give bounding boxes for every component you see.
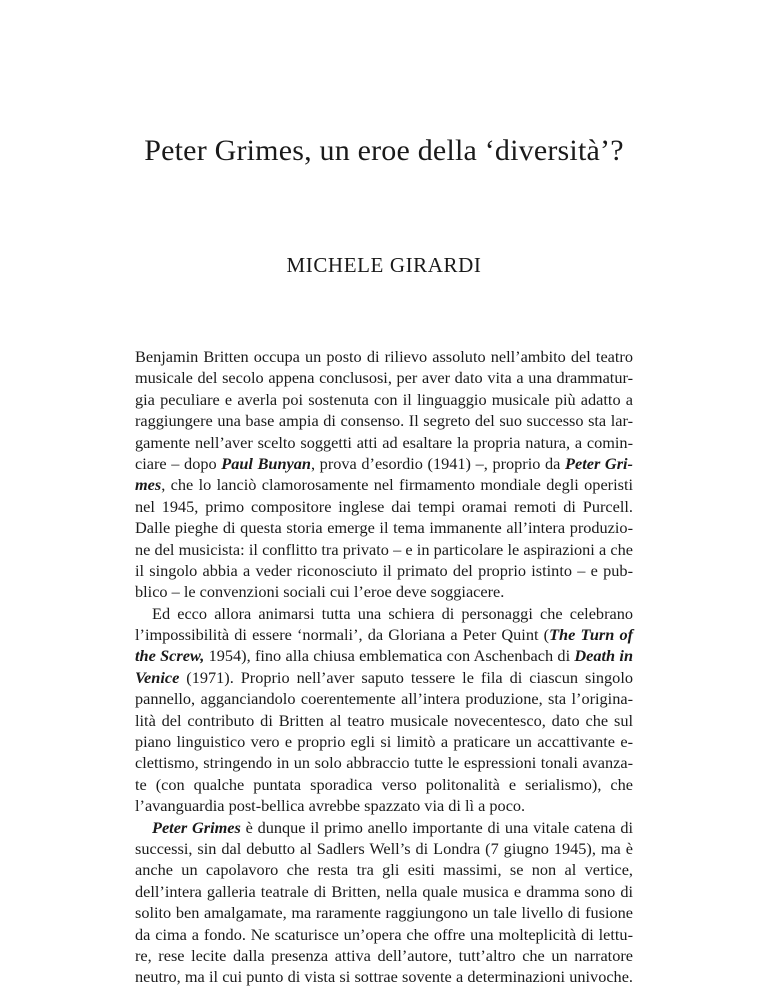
- text-run: l’impossibilità di essere ‘normali’, da Gloriana a Peter Quint (: [135, 625, 550, 645]
- text-run: 1954), fino alla chiusa emblematica con Aschenbach di: [204, 646, 575, 666]
- text-line: [135, 453, 633, 474]
- article-body: [135, 346, 633, 988]
- author-name: MICHELE GIRARDI: [286, 253, 482, 277]
- text-line: il singolo abbia a veder riconosciuto il primato del proprio istinto – e pub-: [135, 560, 633, 580]
- text-run: è dunque il primo anello importante di una vitale catena di: [240, 817, 634, 837]
- text-line: gamente nell’aver scelto soggetti atti ad esaltare la propria natura, a comin-: [135, 432, 633, 452]
- text-line: successi, sin dal debutto al Sadlers Well’s di Londra (7 giugno 1945), ma è: [135, 838, 633, 858]
- text-line: [135, 817, 633, 838]
- text-line: clettismo, stringendo in un solo abbraccio tutte le espressioni tonali avanza-: [135, 753, 633, 773]
- text-line: lità del contributo di Britten al teatro musicale novecentesco, dato che sul: [135, 710, 633, 730]
- opera-title: Peter Grimes: [152, 817, 241, 837]
- text-line: [135, 645, 633, 666]
- text-line: piano linguistico vero e proprio egli si limitò a praticare un accattivante e-: [135, 732, 633, 752]
- text-line: gia peculiare e averla poi sostenuta con il linguaggio musicale più adatto a: [135, 389, 633, 409]
- text-line: nel 1945, primo compositore inglese dai tempi oramai remoti di Purcell.: [135, 496, 633, 516]
- text-line: ne del musicista: il conflitto tra privato – e in particolare le aspirazioni a che: [135, 539, 633, 559]
- text-line: Ed ecco allora animarsi tutta una schiera di personaggi che celebrano: [152, 603, 633, 623]
- text-line: te (con qualche puntata sporadica verso politonalità e serialismo), che: [135, 774, 633, 794]
- opera-title: Paul Bunyan: [221, 453, 311, 473]
- text-line: [135, 667, 633, 688]
- text-line: da cima a fondo. Ne scaturisce un’opera che offre una molteplicità di lettu-: [135, 924, 633, 944]
- text-line: [135, 624, 633, 645]
- text-line: Dalle pieghe di questa storia emerge il tema immanente all’intera produzio-: [135, 518, 633, 538]
- text-line: [135, 474, 633, 495]
- opera-title: Peter Gri-: [565, 453, 633, 473]
- opera-title: Death in: [574, 646, 633, 666]
- text-run: ciare – dopo: [135, 453, 222, 473]
- text-line: l’avanguardia post-bellica avrebbe spazzato via di lì a poco.: [135, 796, 526, 816]
- text-run: , prova d’esordio (1941) –, proprio da: [310, 453, 566, 473]
- text-line: Benjamin Britten occupa un posto di rilievo assoluto nell’ambito del teatro: [135, 347, 633, 366]
- text-line: dell’intera galleria teatrale di Britten, nella quale musica e dramma sono di: [135, 881, 633, 901]
- opera-title: The Turn of: [549, 625, 634, 645]
- article-title: Peter Grimes, un eroe della ‘diversità’?: [144, 134, 624, 167]
- text-run: , che lo lanciò clamorosamente nel firmamento mondiale degli operisti: [161, 475, 633, 495]
- text-line: solito ben amalgamate, ma raramente raggiungono un tale livello di fusione: [135, 903, 633, 923]
- text-line: anche un capolavoro che resta tra gli esiti massimi, se non al vertice,: [135, 860, 633, 880]
- text-line: blico – le convenzioni sociali cui l’eroe deve soggiacere.: [135, 582, 505, 602]
- opera-title: mes: [135, 475, 162, 495]
- opera-title: Venice: [135, 667, 180, 687]
- opera-title: the Screw,: [135, 646, 205, 666]
- text-line: musicale del secolo appena conclusosi, per aver dato vita a una drammatur-: [135, 368, 633, 388]
- text-line: neutro, ma il cui punto di vista si sottrae sovente a determinazioni univoche.: [135, 967, 633, 987]
- text-line: re, rese lecite dalla presenza attiva dell’autore, tutt’altro che un narratore: [135, 945, 633, 965]
- text-line: raggiungere una base ampia di consenso. Il segreto del suo successo sta lar-: [135, 411, 633, 431]
- text-line: pannello, agganciandolo coerentemente all’intera produzione, sta l’origina-: [135, 689, 633, 709]
- text-run: (1971). Proprio nell’aver saputo tessere le fila di ciascun singolo: [179, 667, 633, 687]
